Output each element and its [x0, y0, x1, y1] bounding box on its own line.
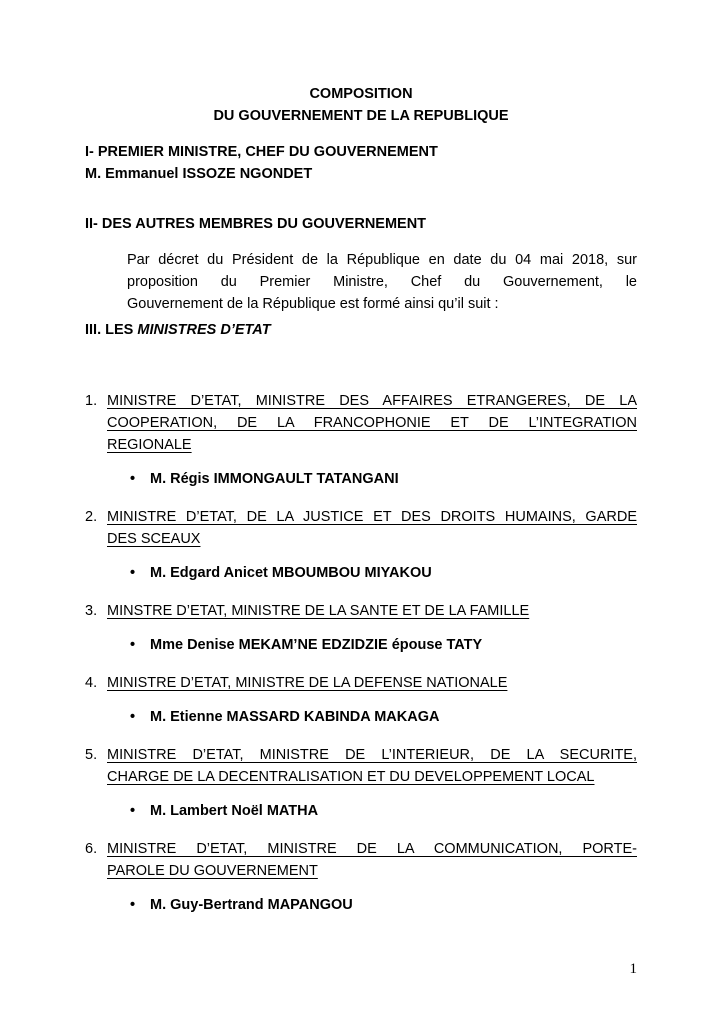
minister-title-row: [85, 390, 637, 456]
minister-title-line: MINSTRE D’ETAT, MINISTRE DE LA SANTE ET DE LA FAMILLE: [107, 603, 530, 619]
doc-title: [85, 83, 637, 127]
minister-number: 6.: [85, 841, 98, 857]
minister-title-row: [85, 600, 637, 622]
decree-paragraph: [127, 249, 637, 315]
minister-bullet-row: [85, 634, 637, 656]
minister-bullet-row: [85, 706, 637, 728]
minister-number: 5.: [85, 747, 98, 763]
minister-name: M. Lambert Noël MATHA: [150, 803, 319, 819]
minister-title-line: REGIONALE: [107, 437, 192, 453]
doc-title-line-2: DU GOUVERNEMENT DE LA REPUBLIQUE: [213, 108, 509, 124]
minister-title-line: MINISTRE D’ETAT, DE LA JUSTICE ET DES DROITS HUMAINS, GARDE: [107, 509, 637, 525]
minister-item: [85, 744, 637, 822]
minister-bullet-row: [85, 894, 637, 916]
minister-name: Mme Denise MEKAM’NE EDZIDZIE épouse TATY: [150, 637, 483, 653]
minister-title-line: MINISTRE D’ETAT, MINISTRE DE LA COMMUNICATION, PORTE-: [107, 841, 637, 857]
minister-title: [107, 744, 637, 788]
minister-title-row: [85, 672, 637, 694]
minister-title-line: DES SCEAUX: [107, 531, 201, 547]
paragraph-line: Par décret du Président de la République en date du 04 mai 2018, sur: [127, 252, 637, 268]
minister-title: [107, 506, 637, 550]
minister-title: [107, 600, 637, 622]
minister-item: [85, 672, 637, 728]
minister-number: 2.: [85, 509, 98, 525]
minister-bullet-row: [85, 800, 637, 822]
ministres-heading-prefix: III. LES: [85, 322, 138, 338]
premier-ministre-name: M. Emmanuel ISSOZE NGONDET: [85, 166, 313, 182]
minister-name: M. Guy-Bertrand MAPANGOU: [150, 897, 353, 913]
bullet-icon: •: [130, 709, 136, 725]
bullet-icon: •: [130, 637, 136, 653]
minister-name: M. Régis IMMONGAULT TATANGANI: [150, 471, 399, 487]
minister-title-line: MINISTRE D’ETAT, MINISTRE DES AFFAIRES ETRANGERES, DE LA: [107, 393, 637, 409]
minister-name: M. Edgard Anicet MBOUMBOU MIYAKOU: [150, 565, 432, 581]
minister-number: 1.: [85, 393, 98, 409]
ministers-list: [85, 390, 637, 916]
minister-title: [107, 390, 637, 456]
minister-title-row: [85, 838, 637, 882]
minister-title-row: [85, 744, 637, 788]
minister-item: [85, 600, 637, 656]
minister-title-line: MINISTRE D’ETAT, MINISTRE DE LA DEFENSE NATIONALE: [107, 675, 508, 691]
bullet-icon: •: [130, 897, 136, 913]
minister-title-line: PAROLE DU GOUVERNEMENT: [107, 863, 318, 879]
paragraph-line: proposition du Premier Ministre, Chef du Gouvernement, le: [127, 274, 637, 290]
minister-item: [85, 838, 637, 916]
minister-name: M. Etienne MASSARD KABINDA MAKAGA: [150, 709, 440, 725]
paragraph-line: Gouvernement de la République est formé ainsi qu’il suit :: [127, 296, 499, 312]
bullet-icon: •: [130, 471, 136, 487]
minister-bullet-row: [85, 468, 637, 490]
minister-number: 4.: [85, 675, 98, 691]
minister-number: 3.: [85, 603, 98, 619]
section-premier-ministre: [85, 141, 637, 185]
minister-title-line: COOPERATION, DE LA FRANCOPHONIE ET DE L’INTEGRATION: [107, 415, 637, 431]
minister-item: [85, 390, 637, 490]
section-premier-heading: I- PREMIER MINISTRE, CHEF DU GOUVERNEMENT: [85, 144, 438, 160]
minister-title-row: [85, 506, 637, 550]
minister-title: [107, 672, 637, 694]
minister-title: [107, 838, 637, 882]
doc-title-line-1: COMPOSITION: [309, 86, 413, 102]
section-autres-membres-heading: II- DES AUTRES MEMBRES DU GOUVERNEMENT: [85, 216, 427, 232]
minister-bullet-row: [85, 562, 637, 584]
bullet-icon: •: [130, 803, 136, 819]
bullet-icon: •: [130, 565, 136, 581]
section-ministres-detat-heading: [85, 319, 637, 341]
minister-title-line: CHARGE DE LA DECENTRALISATION ET DU DEVELOPPEMENT LOCAL: [107, 769, 595, 785]
page-number: 1: [629, 961, 637, 977]
ministres-heading-italic: MINISTRES D’ETAT: [137, 322, 271, 338]
minister-title-line: MINISTRE D’ETAT, MINISTRE DE L’INTERIEUR, DE LA SECURITE,: [107, 747, 637, 763]
minister-item: [85, 506, 637, 584]
